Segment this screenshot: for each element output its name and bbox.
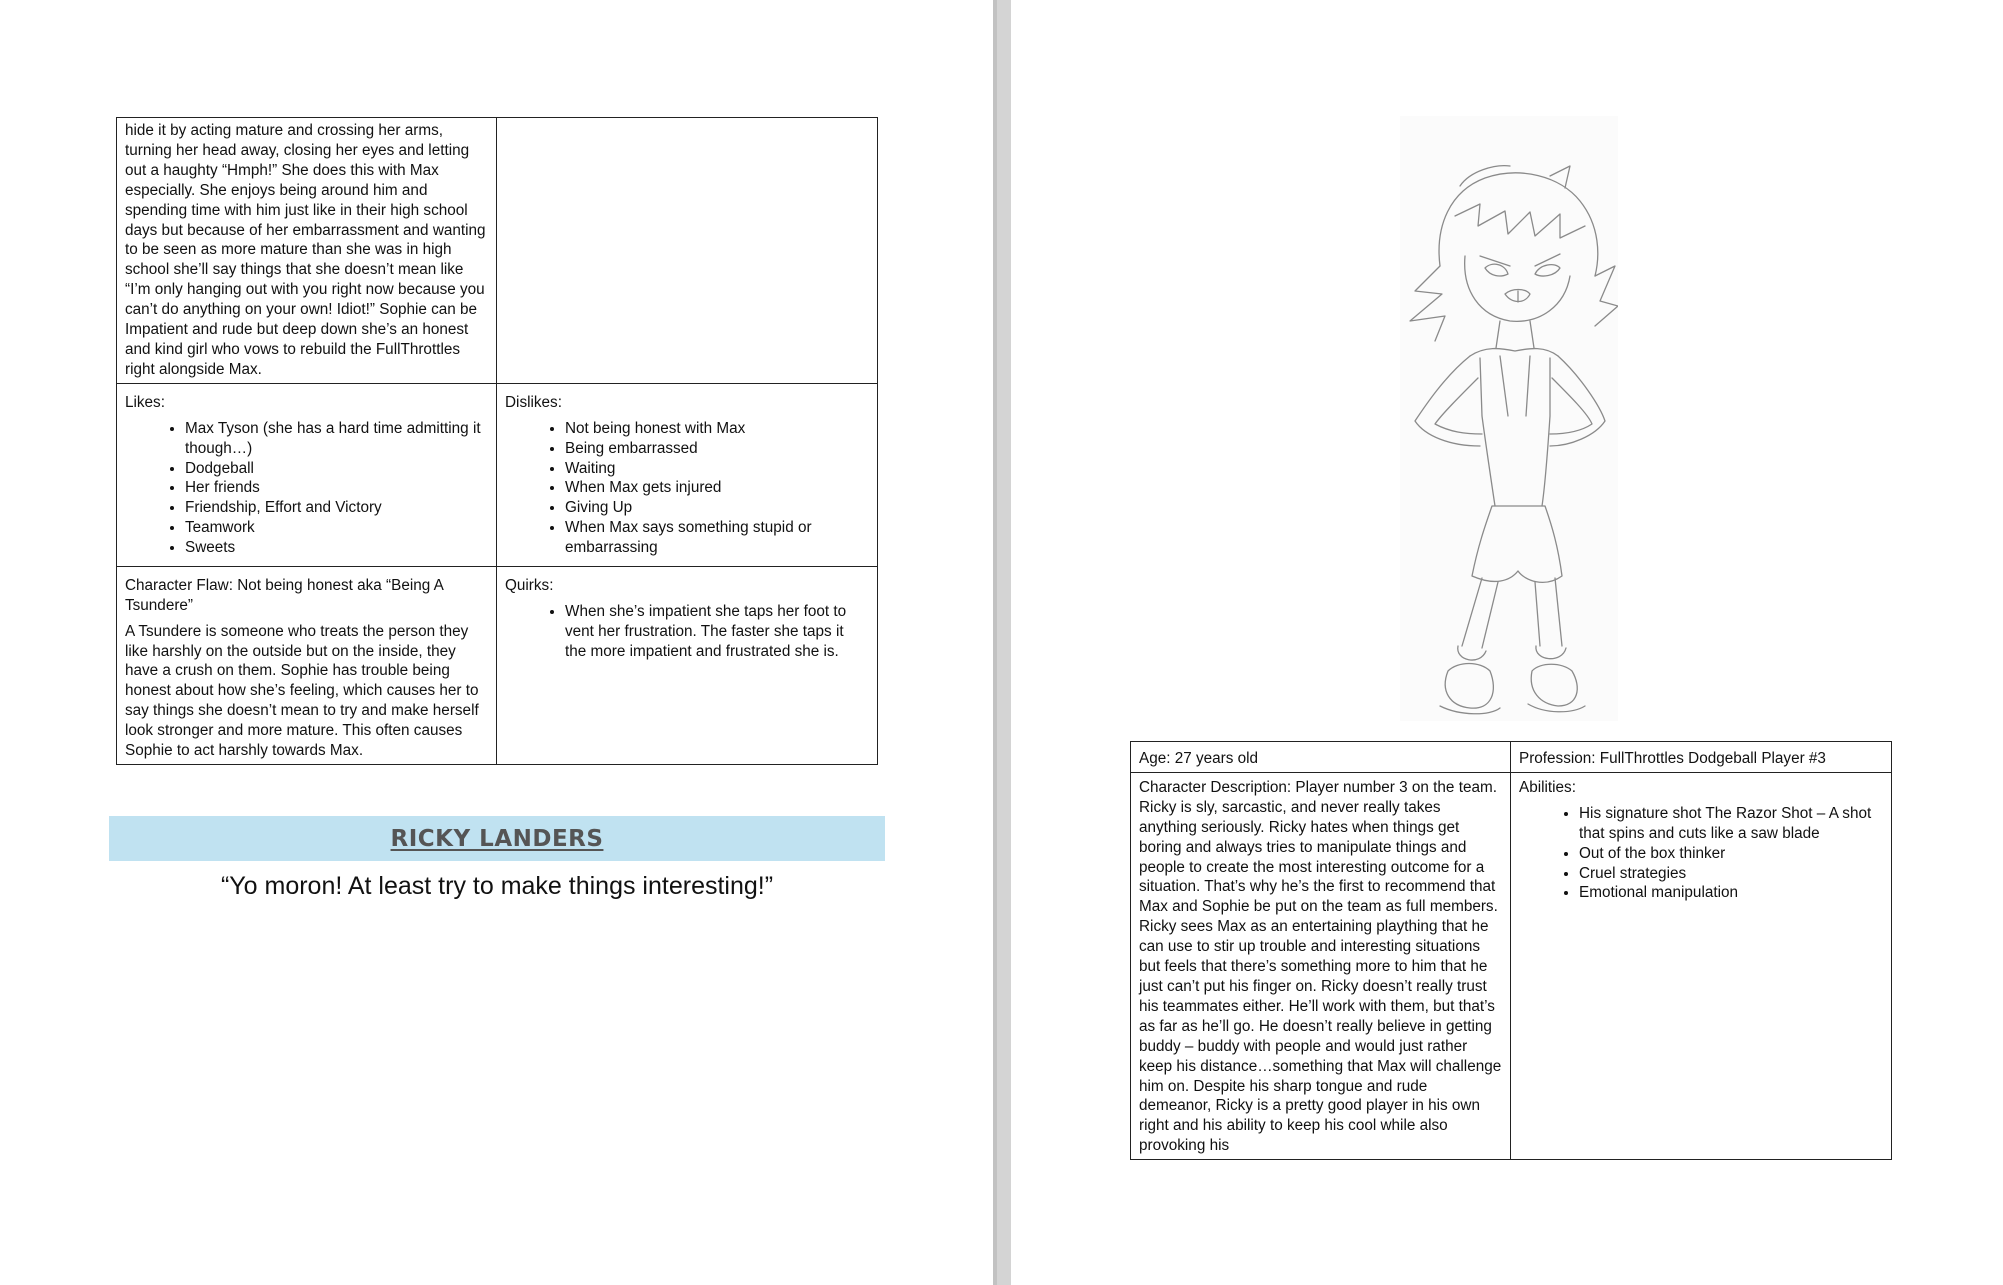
character-flaw-label: Character Flaw: Not being honest aka “Being A Tsundere” bbox=[125, 576, 444, 614]
list-item: • His signature shot The Razor Shot – A shot that spins and cuts like a saw blade bbox=[1579, 804, 1883, 844]
list-item: • Not being honest with Max bbox=[565, 419, 869, 439]
list-item: • Friendship, Effort and Victory bbox=[185, 498, 488, 518]
list-item: • Teamwork bbox=[185, 518, 488, 538]
quirks-label: Quirks: bbox=[505, 576, 554, 594]
quirks-list bbox=[505, 602, 869, 662]
list-item: • When she’s impatient she taps her foot to vent her frustration. The faster she taps it the more impatient and frustrated she is. bbox=[565, 602, 869, 662]
list-item: • Max Tyson (she has a hard time admitting it though…) bbox=[185, 419, 488, 459]
empty-cell bbox=[497, 118, 878, 384]
character-description-text: Character Description: Player number 3 on the team. Ricky is sly, sarcastic, and never really takes anything seriously. Ricky hates when things get boring and always tries to manipulate things and people to create the most interesting outcome for a situation. That’s why he’s the first to recommend that Max and Sophie be put on the team as full members. Ricky sees Max as an entertaining plaything that he can use to stir up trouble and interesting situations but feels that there’s something more to him that he just can’t put his finger on. Ricky doesn’t really trust his teammates either. He’ll work with them, but that’s as far as he’ll go. He doesn’t really believe in getting buddy – buddy with people and would just rather keep his distance…something that Max will challenge him on. Despite his sharp tongue and rude demeanor, Ricky is a pretty good player in his own right and his ability to keep his cool while also provoking his bbox=[1139, 778, 1502, 1155]
list-item: • Cruel strategies bbox=[1579, 864, 1883, 884]
list-item: • Giving Up bbox=[565, 498, 869, 518]
abilities-cell bbox=[1511, 772, 1892, 1159]
list-item: • When Max says something stupid or embarrassing bbox=[565, 518, 869, 558]
likes-cell bbox=[117, 383, 497, 566]
page-gutter bbox=[993, 0, 1011, 1285]
dislikes-label: Dislikes: bbox=[505, 393, 562, 411]
character-sketch-image bbox=[1400, 116, 1618, 721]
character-flaw-cell bbox=[117, 566, 497, 764]
list-item: • When Max gets injured bbox=[565, 478, 869, 498]
profession-cell bbox=[1511, 742, 1892, 773]
ricky-profile-table bbox=[1130, 741, 1892, 1160]
abilities-label: Abilities: bbox=[1519, 778, 1576, 796]
likes-list bbox=[125, 419, 488, 558]
list-item: • Being embarrassed bbox=[565, 439, 869, 459]
profession-text: Profession: FullThrottles Dodgeball Player #3 bbox=[1519, 750, 1826, 767]
character-description-cell bbox=[1131, 772, 1511, 1159]
list-item: • Emotional manipulation bbox=[1579, 883, 1883, 903]
list-item: • Her friends bbox=[185, 478, 488, 498]
section-heading-banner bbox=[109, 816, 885, 861]
character-quote: “Yo moron! At least try to make things interesting!” bbox=[220, 872, 774, 900]
abilities-list bbox=[1519, 804, 1883, 904]
list-item: • Sweets bbox=[185, 538, 488, 558]
age-text: Age: 27 years old bbox=[1139, 750, 1259, 767]
dislikes-list bbox=[505, 419, 869, 558]
character-flaw-text: A Tsundere is someone who treats the person they like harshly on the outside but on the inside, they have a crush on them. Sophie has trouble being honest about how she’s feeling, which causes her to say things she doesn’t mean to try and make herself look stronger and more mature. This often causes Sophie to act harshly towards Max. bbox=[125, 622, 479, 760]
quirks-cell bbox=[497, 566, 878, 764]
list-item: • Dodgeball bbox=[185, 459, 488, 479]
list-item: • Waiting bbox=[565, 459, 869, 479]
section-title: RICKY LANDERS bbox=[390, 825, 604, 852]
description-cell bbox=[117, 118, 497, 384]
dislikes-cell bbox=[497, 383, 878, 566]
list-item: • Out of the box thinker bbox=[1579, 844, 1883, 864]
description-continued: hide it by acting mature and crossing her arms, turning her head away, closing her eyes and letting out a haughty “Hmph!” She does this with Max especially. She enjoys being around him and spending time with him just like in their high school days but because of her embarrassment and wanting to be seen as more mature than she was in high school she’ll say things that she doesn’t mean like “I’m only hanging out with you right now because you can’t do anything on your own! Idiot!” Sophie can be Impatient and rude but deep down she’s an honest and kind girl who vows to rebuild the FullThrottles right alongside Max. bbox=[125, 122, 486, 378]
likes-label: Likes: bbox=[125, 393, 165, 411]
sophie-profile-table bbox=[116, 117, 878, 765]
age-cell bbox=[1131, 742, 1511, 773]
